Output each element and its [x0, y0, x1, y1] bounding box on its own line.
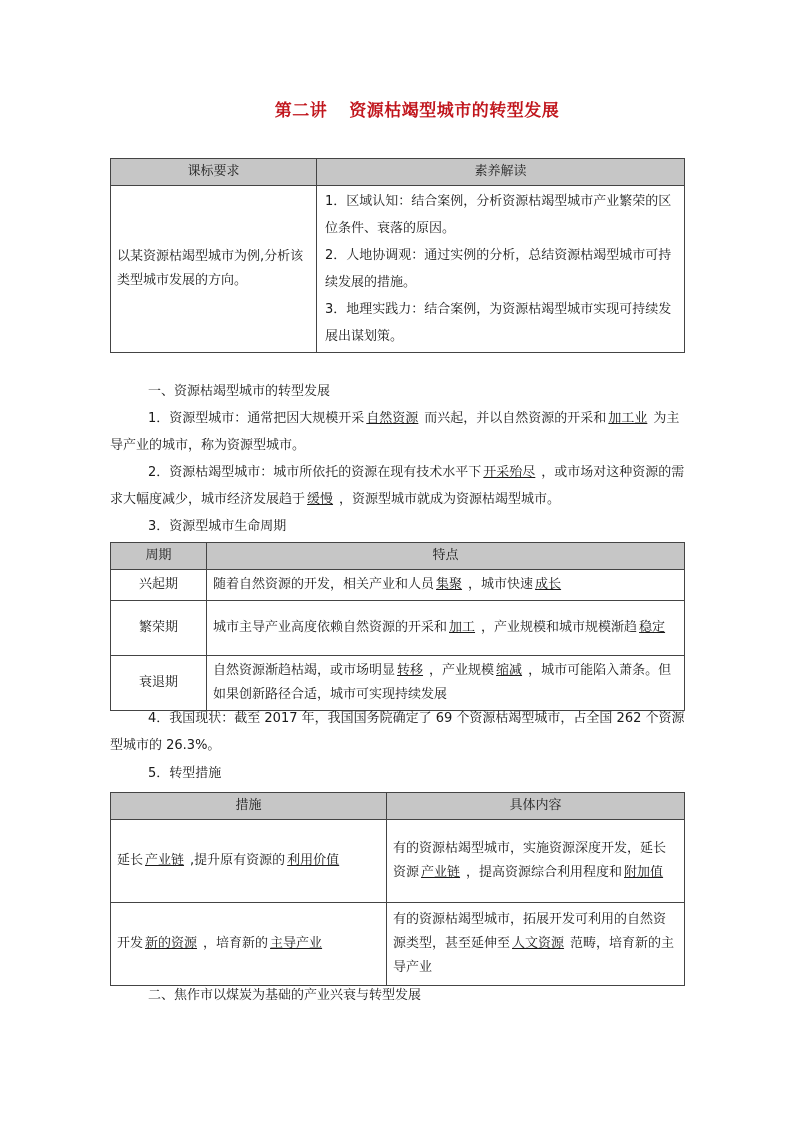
- blank-answer: 转移: [397, 663, 424, 678]
- section2-heading: 二、焦作市以煤炭为基础的产业兴衰与转型发展: [148, 988, 422, 1003]
- content-cell: 有的资源枯竭型城市，实施资源深度开发，延长资源 产业链 ，提高资源综合利用程度和 附加值: [387, 820, 685, 903]
- table-row: [111, 570, 685, 601]
- measure-cell: 开发 新的资源 ，培育新的 主导产业: [111, 903, 387, 986]
- section1-heading: 一、资源枯竭型城市的转型发展: [148, 384, 331, 399]
- paragraph-resource-city: 1．资源型城市：通常把因大规模开采 自然资源 而兴起，并以自然资源的开采和 加工业 为主导产业的城市，称为资源型城市。: [110, 411, 680, 453]
- stage-cell: 兴起期: [111, 570, 207, 601]
- blank-answer: 主导产业: [270, 936, 323, 951]
- header-stage: 周期: [111, 543, 207, 570]
- literacy-cell: [317, 186, 685, 353]
- measures-table: [110, 792, 685, 986]
- lifecycle-table: [110, 542, 685, 711]
- blank-answer: 自然资源: [366, 411, 419, 426]
- curriculum-table: [110, 158, 685, 353]
- lifecycle-heading: 3．资源型城市生命周期: [148, 519, 287, 534]
- blank-answer: 利用价值: [287, 853, 340, 868]
- header-literacy: 素养解读: [317, 159, 685, 186]
- stage-cell: 繁荣期: [111, 601, 207, 656]
- requirement-cell: 以某资源枯竭型城市为例,分析该类型城市发展的方向。: [111, 186, 317, 353]
- literacy-item: 3．地理实践力：结合案例，为资源枯竭型城市实现可持续发展出谋划策。: [325, 302, 672, 344]
- header-feature: 特点: [207, 543, 685, 570]
- table-row: [111, 820, 685, 903]
- blank-answer: 加工: [449, 620, 476, 635]
- blank-answer: 产业链: [421, 865, 461, 880]
- blank-answer: 成长: [535, 577, 562, 592]
- blank-answer: 集聚: [436, 577, 463, 592]
- blank-answer: 开采殆尽: [483, 465, 536, 480]
- paragraph-status: 4．我国现状：截至 2017 年，我国国务院确定了 69 个资源枯竭型城市，占全国 262 个资源型城市的 26.3%。: [110, 711, 685, 753]
- feature-cell: 自然资源渐趋枯竭，或市场明显 转移 ，产业规模 缩减 ，城市可能陷入萧条。但如果创新路径合适，城市可实现持续发展: [207, 656, 685, 711]
- title-topic: 资源枯竭型城市的转型发展: [349, 101, 560, 121]
- content-cell: 有的资源枯竭型城市，拓展开发可利用的自然资源类型，甚至延伸至 人文资源 范畴，培育新的主导产业: [387, 903, 685, 986]
- literacy-item: 2．人地协调观：通过实例的分析，总结资源枯竭型城市可持续发展的措施。: [325, 248, 672, 290]
- blank-answer: 人文资源: [512, 936, 565, 951]
- table-row: [111, 656, 685, 711]
- table-row: [111, 601, 685, 656]
- feature-cell: 随着自然资源的开发，相关产业和人员 集聚 ，城市快速 成长: [207, 570, 685, 601]
- measures-heading: 5．转型措施: [148, 766, 222, 781]
- stage-cell: 衰退期: [111, 656, 207, 711]
- table-row: [111, 903, 685, 986]
- blank-answer: 产业链: [145, 853, 185, 868]
- header-measure: 措施: [111, 793, 387, 820]
- title-lecture-number: 第二讲: [274, 101, 328, 121]
- paragraph-exhausted-city: 2．资源枯竭型城市：城市所依托的资源在现有技术水平下 开采殆尽 ，或市场对这种资源的需求大幅度减少，城市经济发展趋于 缓慢 ，资源型城市就成为资源枯竭型城市。: [110, 465, 685, 507]
- blank-answer: 新的资源: [145, 936, 198, 951]
- blank-answer: 附加值: [624, 865, 664, 880]
- measure-cell: 延长 产业链 ,提升原有资源的 利用价值: [111, 820, 387, 903]
- blank-answer: 稳定: [639, 620, 666, 635]
- blank-answer: 缓慢: [307, 492, 334, 507]
- blank-answer: 缩减: [496, 663, 523, 678]
- header-content: 具体内容: [387, 793, 685, 820]
- feature-cell: 城市主导产业高度依赖自然资源的开采和 加工 ，产业规模和城市规模渐趋 稳定: [207, 601, 685, 656]
- page-title: [0, 96, 794, 121]
- literacy-item: 1．区域认知：结合案例，分析资源枯竭型城市产业繁荣的区位条件、衰落的原因。: [325, 194, 672, 236]
- header-requirement: 课标要求: [111, 159, 317, 186]
- blank-answer: 加工业: [608, 411, 648, 426]
